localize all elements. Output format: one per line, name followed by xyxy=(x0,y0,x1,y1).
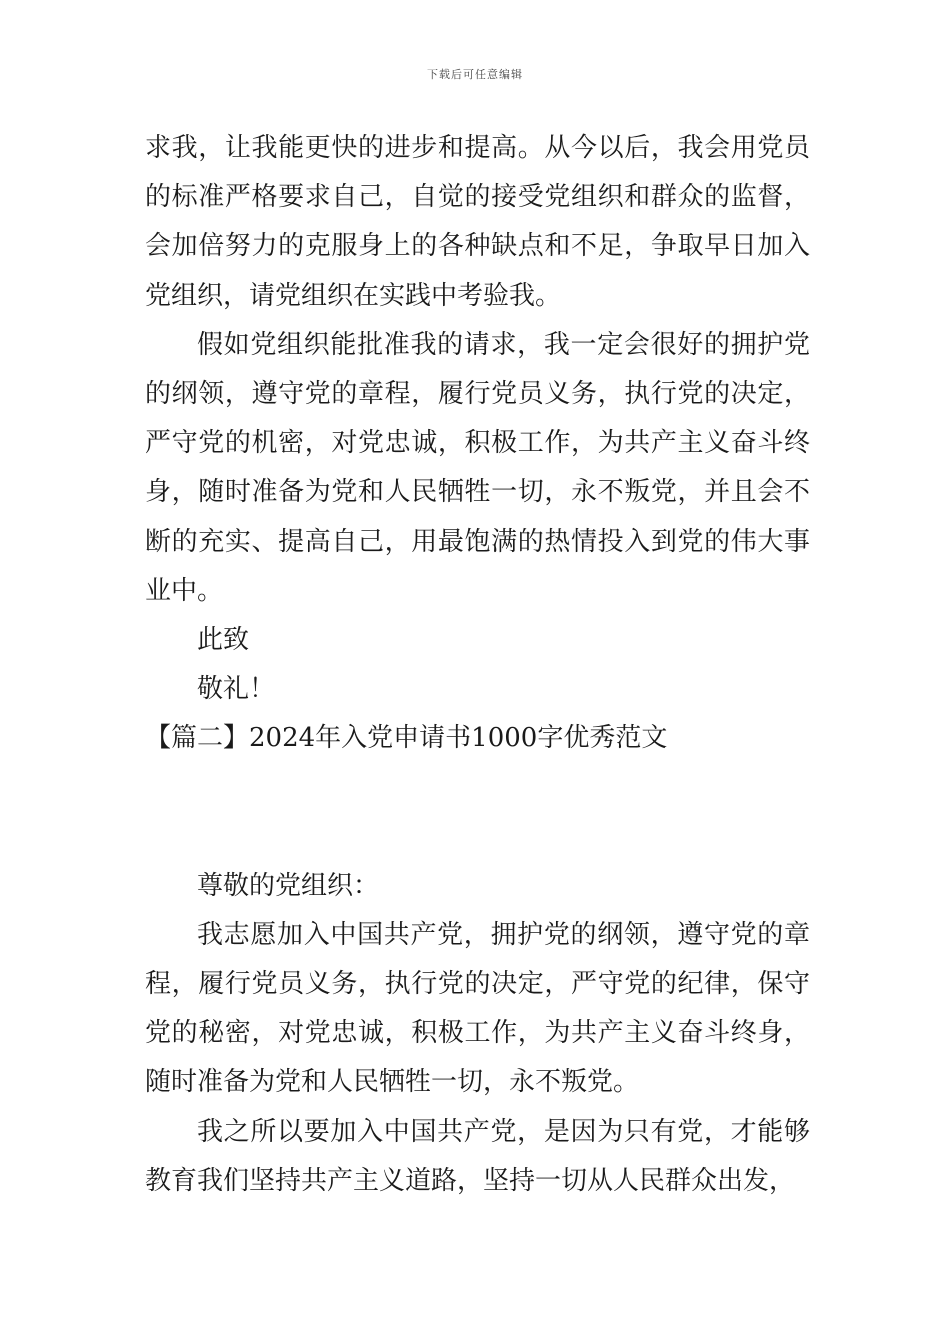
document-body xyxy=(145,124,810,1206)
paragraph-reason: 我之所以要加入中国共产党，是因为只有党，才能够教育我们坚持共产主义道路，坚持一切从人民群众出发， xyxy=(145,1116,810,1196)
closing-regards: 敬礼！ xyxy=(197,674,276,705)
page-header: 下载后可任意编辑 xyxy=(427,68,523,81)
section-heading: 【篇二】2024年入党申请书1000字优秀范文 xyxy=(145,723,668,754)
greeting: 尊敬的党组织： xyxy=(197,870,380,901)
paragraph-intent: 我志愿加入中国共产党，拥护党的纲领，遵守党的章程，履行党员义务，执行党的决定，严守党的纪律，保守党的秘密，对党忠诚，积极工作，为共产主义奋斗终身，随时准备为党和人民牺牲一切，永不叛党。 xyxy=(145,919,810,1098)
paragraph-pledge: 假如党组织能批准我的请求，我一定会很好的拥护党的纲领，遵守党的章程，履行党员义务，执行党的决定，严守党的机密，对党忠诚，积极工作，为共产主义奋斗终身，随时准备为党和人民牺牲一切，永不叛党，并且会不断的充实、提高自己，用最饱满的热情投入到党的伟大事业中。 xyxy=(145,329,810,606)
paragraph-continued: 求我，让我能更快的进步和提高。从今以后，我会用党员的标准严格要求自己，自觉的接受党组织和群众的监督，会加倍努力的克服身上的各种缺点和不足，争取早日加入党组织，请党组织在实践中考验我。 xyxy=(145,133,810,311)
closing-salutation: 此致 xyxy=(197,625,250,656)
section-spacer xyxy=(145,764,810,862)
